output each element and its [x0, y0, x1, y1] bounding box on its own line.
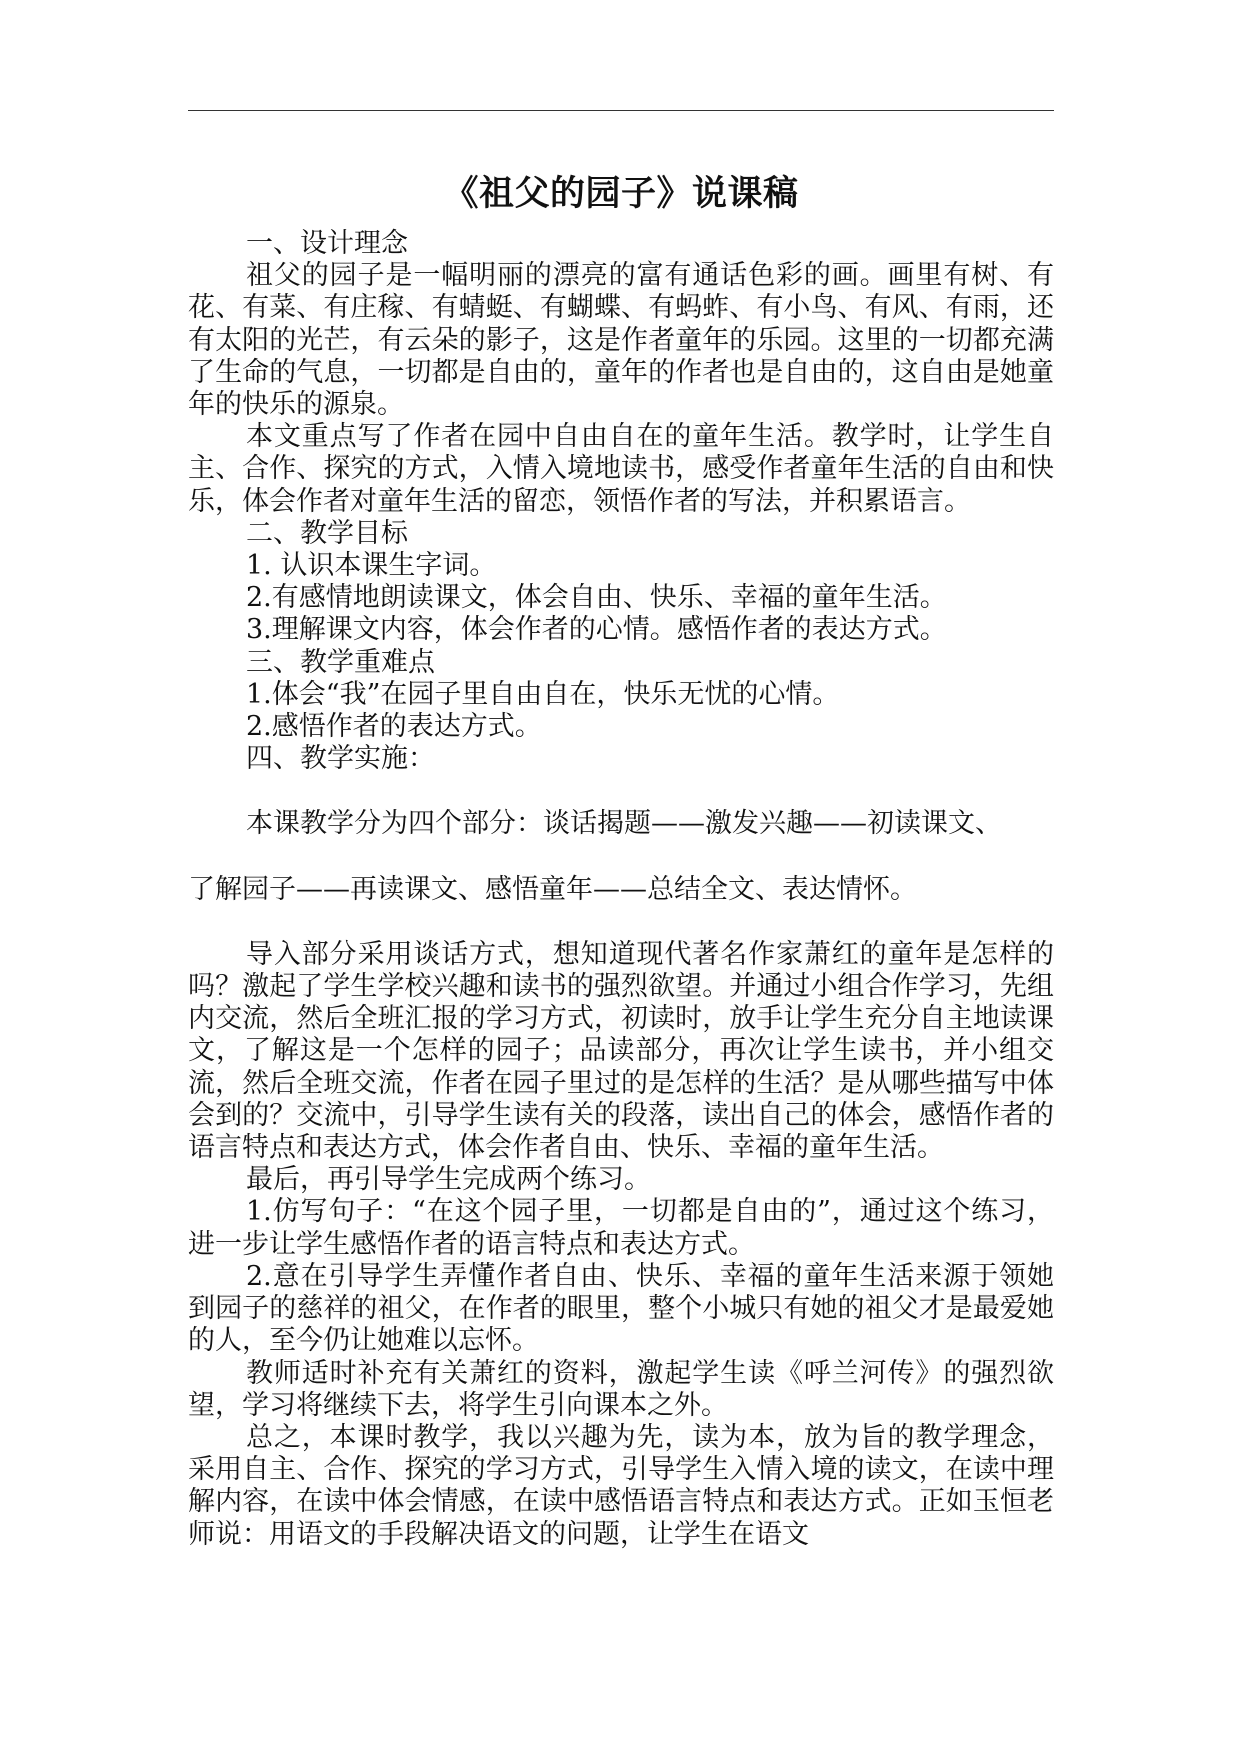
list-item: 2.有感情地朗读课文，体会自由、快乐、幸福的童年生活。	[246, 582, 947, 614]
paragraph-continuation: 了解园子——再读课文、感悟童年——总结全文、表达情怀。	[188, 873, 917, 905]
paragraph: 2.意在引导学生弄懂作者自由、快乐、幸福的童年生活来源于领她到园子的慈祥的祖父，在作者的眼里，整个小城只有她的祖父才是最爱她的人，至今仍让她难以忘怀。	[188, 1260, 1054, 1357]
header-divider	[188, 110, 1054, 111]
paragraph: 总之，本课时教学，我以兴趣为先，读为本，放为旨的教学理念，采用自主、合作、探究的学习方式，引导学生入情入境的读文，在读中理解内容，在读中体会情感，在读中感悟语言特点和表达方式。正如玉恒老师说：用语文的手段解决语文的问题，让学生在语文	[188, 1421, 1054, 1550]
list-item: 3.理解课文内容，体会作者的心情。感悟作者的表达方式。	[246, 614, 947, 646]
paragraph: 本课教学分为四个部分：谈话揭题——激发兴趣——初读课文、	[246, 808, 1002, 840]
section-heading-design-concept: 一、设计理念	[246, 228, 408, 259]
document-title: 《祖父的园子》说课稿	[443, 174, 799, 214]
paragraph: 教师适时补充有关萧红的资料，激起学生读《呼兰河传》的强烈欲望，学习将继续下去，将学生引向课本之外。	[188, 1357, 1054, 1421]
list-item: 2.感悟作者的表达方式。	[246, 711, 542, 743]
paragraph: 最后，再引导学生完成两个练习。	[246, 1164, 651, 1196]
section-heading-teaching-goals: 二、教学目标	[246, 517, 408, 549]
paragraph: 1.仿写句子：“在这个园子里，一切都是自由的”，通过这个练习，进一步让学生感悟作者的语言特点和表达方式。	[188, 1196, 1054, 1260]
paragraph: 本文重点写了作者在园中自由自在的童年生活。教学时，让学生自主、合作、探究的方式，入情入境地读书，感受作者童年生活的自由和快乐，体会作者对童年生活的留恋，领悟作者的写法，并积累语言。	[188, 421, 1054, 517]
document-body	[188, 228, 1054, 1551]
paragraph: 导入部分采用谈话方式，想知道现代著名作家萧红的童年是怎样的吗？激起了学生学校兴趣和读书的强烈欲望。并通过小组合作学习，先组内交流，然后全班汇报的学习方式，初读时，放手让学生充分自主地读课文，了解这是一个怎样的园子；品读部分，再次让学生读书，并小组交流，然后全班交流，作者在园子里过的是怎样的生活？是从哪些描写中体会到的？交流中，引导学生读有关的段落，读出自己的体会，感悟作者的语言特点和表达方式，体会作者自由、快乐、幸福的童年生活。	[188, 938, 1054, 1164]
section-heading-implementation: 四、教学实施：	[246, 743, 435, 775]
list-item: 1.体会“我”在园子里自由自在，快乐无忧的心情。	[246, 678, 840, 710]
section-heading-key-points: 三、教学重难点	[246, 646, 435, 678]
list-item: 1. 认识本课生字词。	[246, 550, 497, 582]
paragraph: 祖父的园子是一幅明丽的漂亮的富有通话色彩的画。画里有树、有花、有菜、有庄稼、有蜻蜓、有蝴蝶、有蚂蚱、有小鸟、有风、有雨，还有太阳的光芒，有云朵的影子，这是作者童年的乐园。这里的一切都充满了生命的气息，一切都是自由的，童年的作者也是自由的，这自由是她童年的快乐的源泉。	[188, 260, 1054, 421]
